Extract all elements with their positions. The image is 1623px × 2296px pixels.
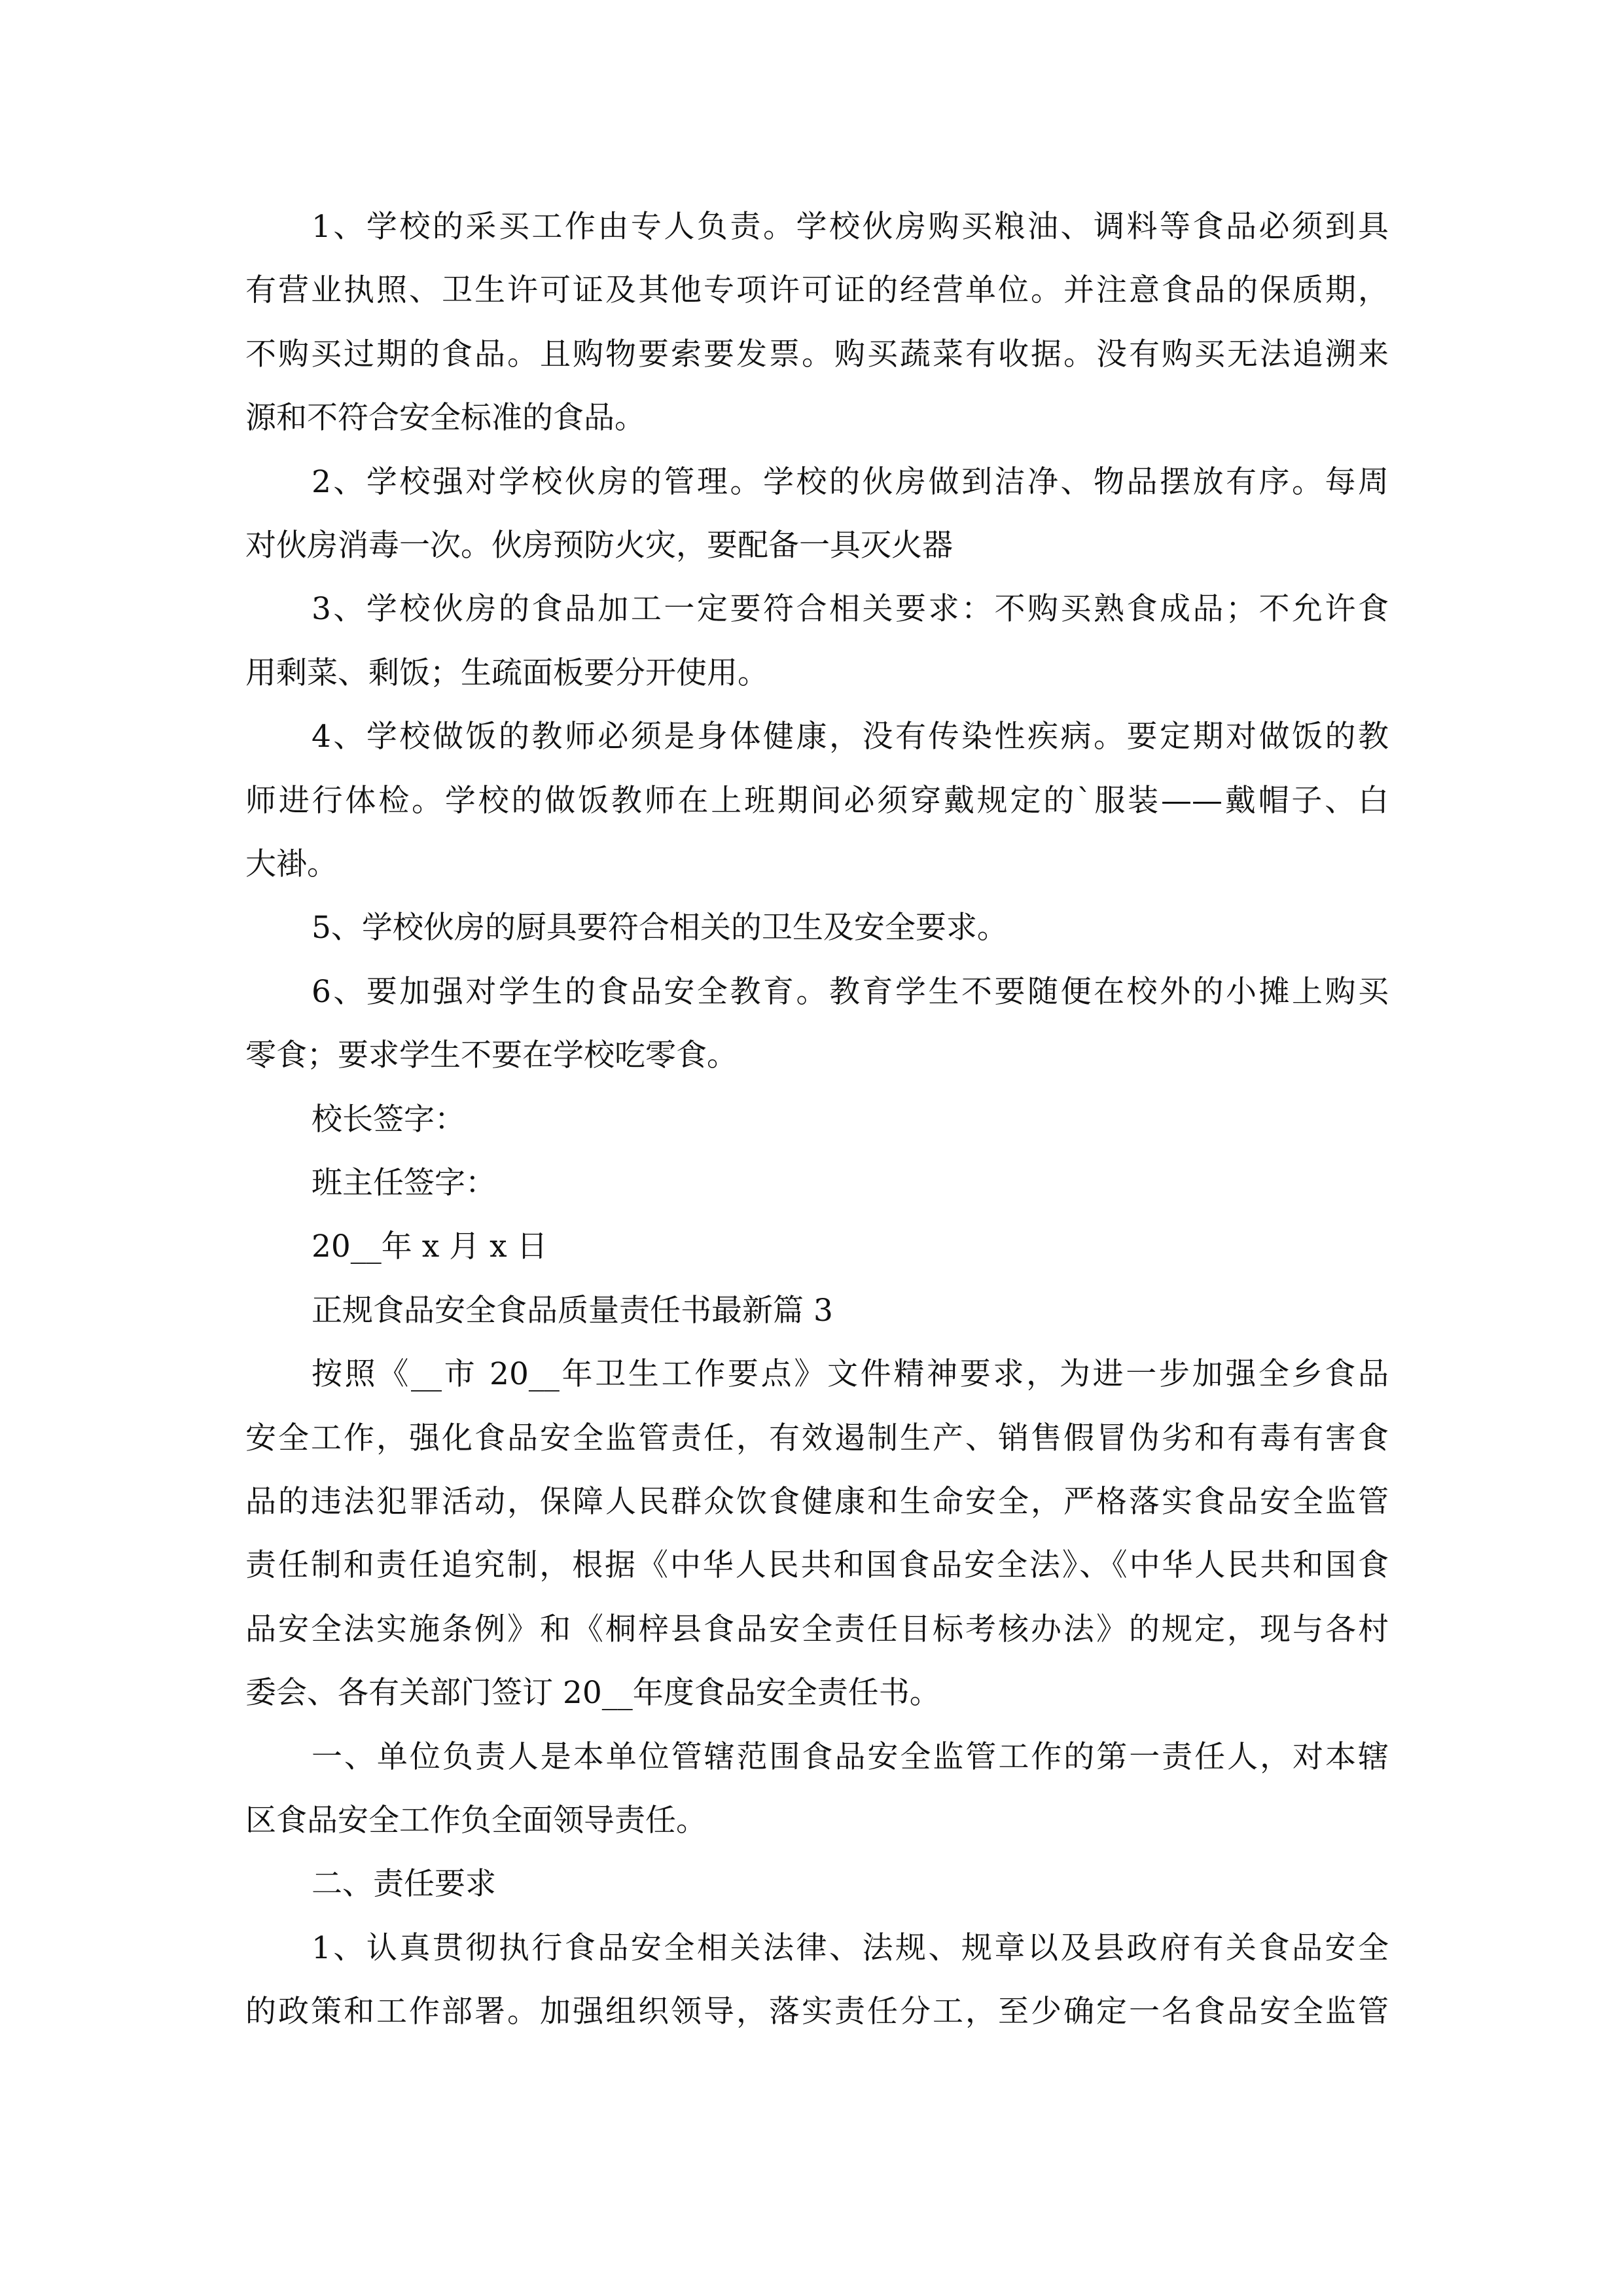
paragraph-line: 委会、各有关部门签订 20__年度食品安全责任书。 <box>245 1675 940 1712</box>
paragraph-line: 6、要加强对学生的食品安全教育。教育学生不要随便在校外的小摊上购买 <box>312 973 1389 1010</box>
paragraph-line: 区食品安全工作负全面领导责任。 <box>245 1803 707 1839</box>
paragraph-line: 有营业执照、卫生许可证及其他专项许可证的经营单位。并注意食品的保质期， <box>245 272 1389 309</box>
paragraph-line: 品安全法实施条例》和《桐梓县食品安全责任目标考核办法》的规定，现与各村 <box>245 1611 1389 1647</box>
paragraph-line: 安全工作，强化食品安全监管责任，有效遏制生产、销售假冒伪劣和有毒有害食 <box>245 1420 1389 1456</box>
paragraph-line: 一、单位负责人是本单位管辖范围食品安全监管工作的第一责任人，对本辖 <box>312 1738 1389 1775</box>
paragraph-line: 用剩菜、剩饭；生疏面板要分开使用。 <box>245 655 768 691</box>
paragraph-line: 大褂。 <box>245 846 338 882</box>
paragraph-line: 品的违法犯罪活动，保障人民群众饮食健康和生命安全，严格落实食品安全监管 <box>245 1484 1389 1520</box>
paragraph-line: 对伙房消毒一次。伙房预防火灾，要配备一具灭火器 <box>245 528 953 564</box>
paragraph-line: 20__年 x 月 x 日 <box>312 1229 548 1265</box>
paragraph-line: 5、学校伙房的厨具要符合相关的卫生及安全要求。 <box>312 910 1008 946</box>
paragraph-line: 正规食品安全食品质量责任书最新篇 3 <box>312 1292 833 1329</box>
paragraph-line: 源和不符合安全标准的食品。 <box>245 400 645 437</box>
paragraph-line: 4、学校做饭的教师必须是身体健康，没有传染性疾病。要定期对做饭的教 <box>312 719 1389 755</box>
paragraph-line: 班主任签字： <box>312 1165 496 1201</box>
paragraph-line: 的政策和工作部署。加强组织领导，落实责任分工，至少确定一名食品安全监管 <box>245 1994 1389 2030</box>
paragraph-line: 校长签字： <box>312 1101 465 1138</box>
paragraph-line: 按照《__市 20__年卫生工作要点》文件精神要求，为进一步加强全乡食品 <box>312 1356 1389 1393</box>
paragraph-line: 师进行体检。学校的做饭教师在上班期间必须穿戴规定的`服装——戴帽子、白 <box>245 782 1389 819</box>
paragraph-line: 不购买过期的食品。且购物要索要发票。购买蔬菜有收据。没有购买无法追溯来 <box>245 336 1389 372</box>
paragraph-line: 3、学校伙房的食品加工一定要符合相关要求：不购买熟食成品；不允许食 <box>312 591 1389 628</box>
paragraph-line: 2、学校强对学校伙房的管理。学校的伙房做到洁净、物品摆放有序。每周 <box>312 463 1389 500</box>
paragraph-line: 1、认真贯彻执行食品安全相关法律、法规、规章以及县政府有关食品安全 <box>312 1929 1389 1966</box>
paragraph-line: 零食；要求学生不要在学校吃零食。 <box>245 1037 738 1074</box>
paragraph-line: 责任制和责任追究制，根据《中华人民共和国食品安全法》、《中华人民共和国食 <box>245 1547 1389 1584</box>
paragraph-line: 1、学校的采买工作由专人负责。学校伙房购买粮油、调料等食品必须到具 <box>312 209 1389 245</box>
paragraph-line: 二、责任要求 <box>312 1866 496 1903</box>
